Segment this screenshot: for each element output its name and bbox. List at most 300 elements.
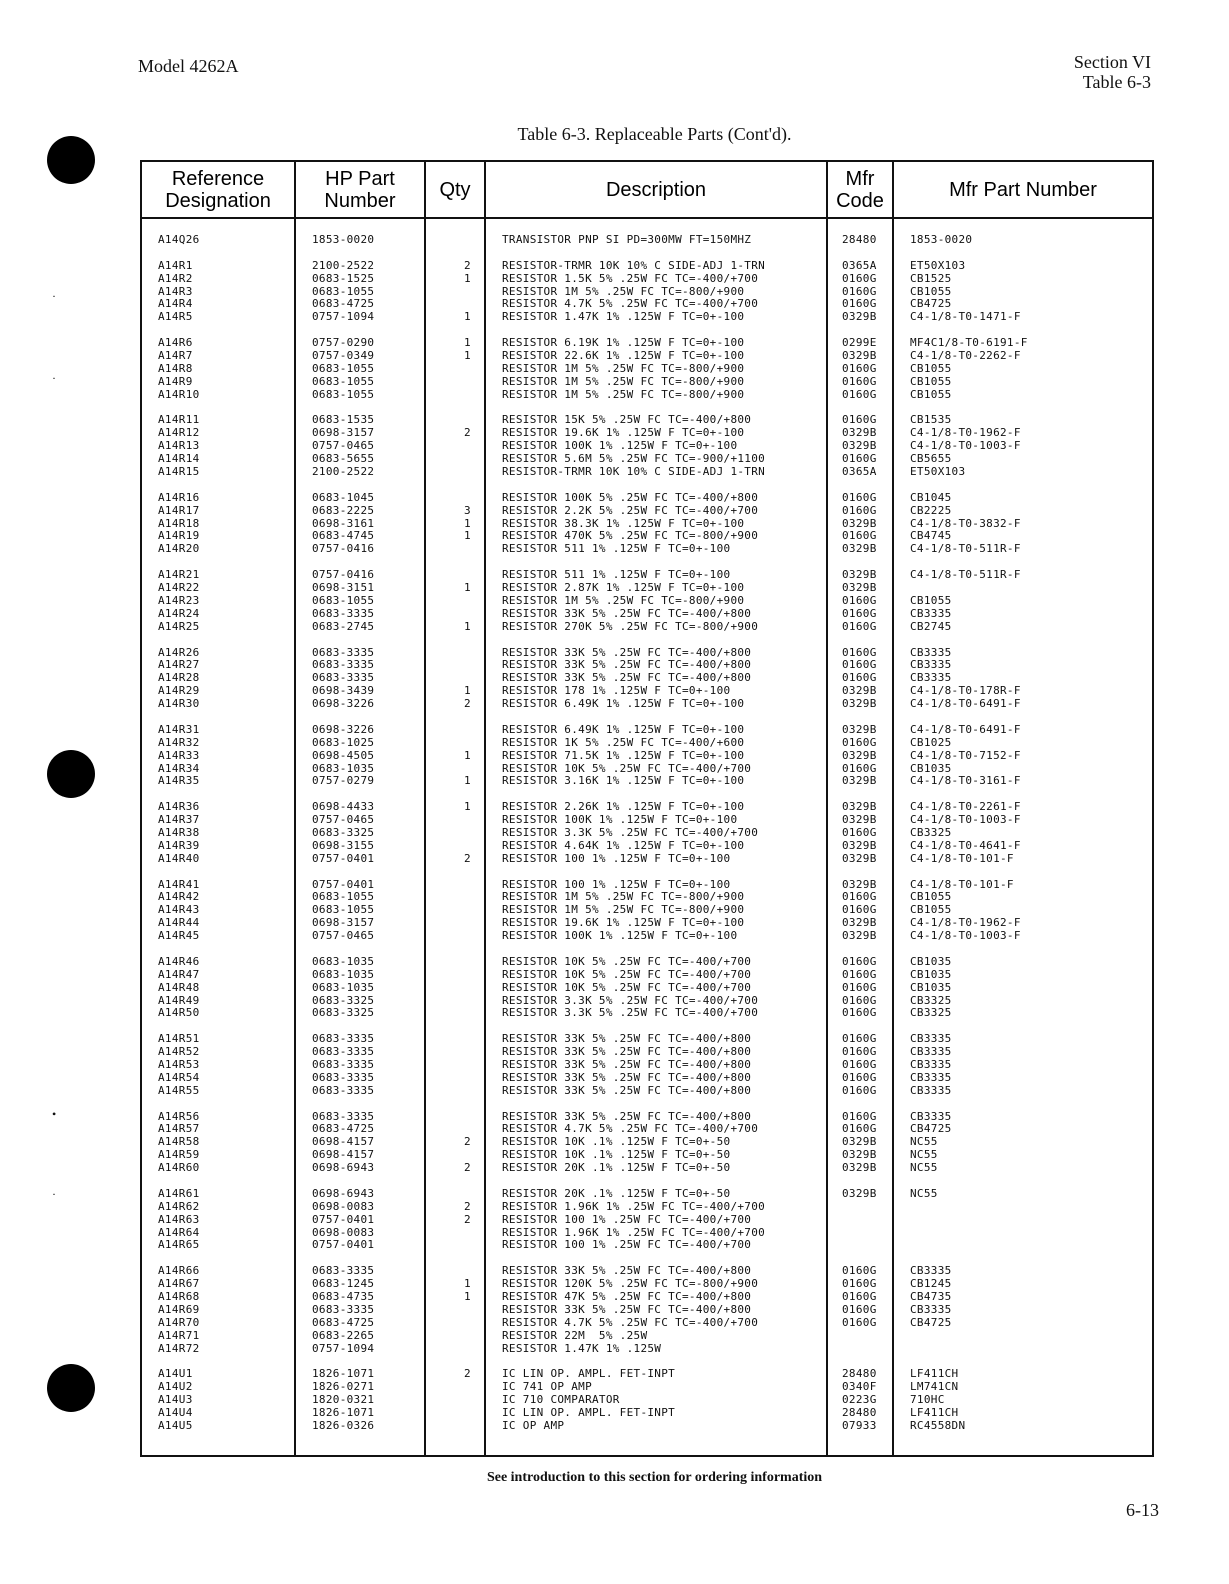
cell-description: RESISTOR 100K 1% .125W F TC=0+-100 [502, 813, 738, 827]
cell-reference: A14U2 [158, 1380, 193, 1394]
cell-hp-part: 0683-3335 [312, 1045, 375, 1059]
cell-reference: A14R56 [158, 1109, 200, 1123]
cell-reference: A14R45 [158, 929, 200, 943]
cell-hp-part: 1820-0321 [312, 1393, 375, 1407]
cell-reference: A14R49 [158, 993, 200, 1007]
cell-mfr-part: CB3335 [910, 645, 952, 659]
column-reference [158, 234, 200, 1433]
cell-description: RESISTOR 19.6K 1% .125W F TC=0+-100 [502, 426, 745, 440]
cell-mfr-code: 0329B [842, 813, 877, 827]
cell-hp-part: 0683-1055 [312, 903, 375, 917]
cell-hp-part: 0683-3335 [312, 1302, 375, 1316]
cell-qty [464, 659, 471, 672]
cell-hp-part: 0683-3335 [312, 606, 375, 620]
cell-reference: A14R22 [158, 581, 200, 595]
cell-mfr-code: 0329B [842, 581, 877, 595]
cell-reference: A14R43 [158, 903, 200, 917]
cell-qty: 1 [464, 336, 471, 350]
cell-reference: A14R29 [158, 684, 200, 698]
cell-mfr-code: 0329B [842, 877, 877, 891]
cell-mfr-code: 0160G [842, 1302, 877, 1316]
cell-qty [464, 995, 471, 1008]
cell-mfr-part: CB3335 [910, 1083, 952, 1097]
cell-description: RESISTOR 33K 5% .25W FC TC=-400/+800 [502, 1070, 752, 1084]
cell-mfr-part: C4-1/8-T0-1003-F [910, 813, 1021, 827]
cell-mfr-code: 0160G [842, 503, 877, 517]
cell-mfr-code: 0160G [842, 619, 877, 633]
cell-reference: A14R38 [158, 825, 200, 839]
cell-description: IC 741 OP AMP [502, 1380, 592, 1394]
cell-hp-part: 0683-4725 [312, 1315, 375, 1329]
cell-reference: A14R54 [158, 1070, 200, 1084]
cell-mfr-part: CB5655 [910, 452, 952, 466]
cell-mfr-code [842, 1239, 877, 1252]
cell-hp-part: 0683-1525 [312, 271, 375, 285]
cell-reference: A14R18 [158, 516, 200, 530]
cell-description: RESISTOR 10K 5% .25W FC TC=-400/+700 [502, 967, 752, 981]
cell-mfr-code: 0329B [842, 838, 877, 852]
margin-speck: · [52, 289, 56, 303]
cell-hp-part: 0683-1535 [312, 413, 375, 427]
cell-mfr-code: 0329B [842, 516, 877, 530]
cell-mfr-code: 0160G [842, 993, 877, 1007]
cell-mfr-code: 0160G [842, 1032, 877, 1046]
cell-qty [464, 453, 471, 466]
cell-reference: A14R12 [158, 426, 200, 440]
cell-qty: 1 [464, 800, 471, 814]
cell-mfr-part: CB1055 [910, 284, 952, 298]
cell-description: RESISTOR 19.6K 1% .125W F TC=0+-100 [502, 916, 745, 930]
cell-mfr-code: 0160G [842, 761, 877, 775]
cell-hp-part: 0683-2745 [312, 619, 375, 633]
cell-hp-part: 0698-3157 [312, 916, 375, 930]
cell-mfr-part: C4-1/8-T0-3832-F [910, 516, 1021, 530]
cell-description: RESISTOR 33K 5% .25W FC TC=-400/+800 [502, 1045, 752, 1059]
cell-mfr-part: CB1055 [910, 361, 952, 375]
cell-description: RESISTOR-TRMR 10K 10% C SIDE-ADJ 1-TRN [502, 465, 766, 479]
cell-description: RESISTOR 20K .1% .125W F TC=0+-50 [502, 1186, 731, 1200]
cell-reference: A14R20 [158, 542, 200, 556]
column-mfr-part [910, 234, 1028, 1433]
cell-mfr-code: 0160G [842, 387, 877, 401]
cell-qty: 1 [464, 619, 471, 633]
cell-mfr-part: C4-1/8-T0-1003-F [910, 439, 1021, 453]
header-reference-designation: Reference Designation [165, 167, 271, 212]
cell-description: RESISTOR 2.2K 5% .25W FC TC=-400/+700 [502, 503, 759, 517]
cell-description: RESISTOR 100 1% .125W F TC=0+-100 [502, 851, 731, 865]
cell-mfr-code: 0160G [842, 284, 877, 298]
cell-description: RESISTOR 178 1% .125W F TC=0+-100 [502, 684, 731, 698]
cell-mfr-code: 07933 [842, 1418, 877, 1432]
cell-hp-part: 0757-0401 [312, 877, 375, 891]
cell-reference: A14R13 [158, 439, 200, 453]
cell-mfr-part: C4-1/8-T0-1471-F [910, 310, 1021, 324]
cell-mfr-part: CB1035 [910, 967, 952, 981]
cell-mfr-part: CB3335 [910, 1302, 952, 1316]
cell-hp-part: 0683-4725 [312, 297, 375, 311]
cell-mfr-part: CB3335 [910, 671, 952, 685]
cell-mfr-code: 28480 [842, 1406, 877, 1420]
cell-qty [464, 492, 471, 505]
cell-reference: A14R1 [158, 258, 193, 272]
margin-speck: · [52, 371, 56, 385]
cell-mfr-part: CB3335 [910, 1032, 952, 1046]
cell-mfr-part: CB4745 [910, 529, 952, 543]
cell-hp-part: 0757-1094 [312, 1341, 375, 1355]
cell-description: RESISTOR 270K 5% .25W FC TC=-800/+900 [502, 619, 759, 633]
cell-mfr-code: 0329B [842, 697, 877, 711]
cell-hp-part: 0757-0401 [312, 1238, 375, 1252]
cell-mfr-code: 0329B [842, 1186, 877, 1200]
cell-mfr-part: CB1035 [910, 980, 952, 994]
cell-reference: A14U4 [158, 1406, 193, 1420]
table-caption [0, 124, 1229, 145]
cell-mfr-code: 0329B [842, 1148, 877, 1162]
cell-qty [464, 466, 471, 479]
cell-mfr-part: C4-1/8-T0-511R-F [910, 568, 1021, 582]
cell-reference: A14R6 [158, 336, 193, 350]
cell-mfr-part: ET50X103 [910, 258, 966, 272]
cell-reference: A14R52 [158, 1045, 200, 1059]
cell-hp-part: 0698-4157 [312, 1148, 375, 1162]
cell-qty: 2 [464, 1367, 471, 1381]
cell-hp-part: 0683-3335 [312, 645, 375, 659]
cell-mfr-part: 710HC [910, 1393, 945, 1407]
cell-mfr-part [910, 1201, 1028, 1214]
cell-qty: 1 [464, 684, 471, 698]
header-mfr-part-number: Mfr Part Number [949, 178, 1097, 201]
column-hp-part [312, 234, 374, 1433]
cell-hp-part: 0683-2225 [312, 503, 375, 517]
cell-description: RESISTOR 4.7K 5% .25W FC TC=-400/+700 [502, 1315, 759, 1329]
cell-hp-part: 1853-0020 [312, 233, 375, 246]
cell-mfr-part: C4-1/8-T0-511R-F [910, 542, 1021, 556]
cell-mfr-code: 0329B [842, 748, 877, 762]
cell-reference: A14R71 [158, 1328, 200, 1342]
cell-qty [464, 1239, 471, 1252]
cell-mfr-code: 0160G [842, 1070, 877, 1084]
cell-hp-part: 0683-1025 [312, 735, 375, 749]
cell-description: RESISTOR 10K 5% .25W FC TC=-400/+700 [502, 761, 752, 775]
cell-hp-part: 0683-1055 [312, 374, 375, 388]
cell-reference: A14R57 [158, 1122, 200, 1136]
cell-hp-part: 0698-3439 [312, 684, 375, 698]
cell-mfr-code: 0329B [842, 774, 877, 788]
cell-qty [464, 1188, 471, 1201]
cell-description: RESISTOR 20K .1% .125W F TC=0+-50 [502, 1161, 731, 1175]
cell-qty [464, 286, 471, 299]
cell-mfr-part: CB4725 [910, 1122, 952, 1136]
cell-mfr-part: CB1045 [910, 490, 952, 504]
cell-reference: A14R2 [158, 271, 193, 285]
cell-hp-part: 0683-1055 [312, 284, 375, 298]
cell-qty [464, 1407, 471, 1420]
cell-qty [464, 1085, 471, 1098]
cell-description: RESISTOR 6.49K 1% .125W F TC=0+-100 [502, 722, 745, 736]
cell-mfr-code: 0329B [842, 1161, 877, 1175]
cell-reference: A14R34 [158, 761, 200, 775]
cell-description: RESISTOR 6.49K 1% .125W F TC=0+-100 [502, 697, 745, 711]
cell-mfr-part: NC55 [910, 1161, 938, 1175]
cell-hp-part: 0757-0401 [312, 851, 375, 865]
cell-reference: A14R35 [158, 774, 200, 788]
cell-hp-part: 0757-0465 [312, 813, 375, 827]
margin-speck: • [52, 1107, 57, 1121]
cell-mfr-part: C4-1/8-T0-3161-F [910, 774, 1021, 788]
cell-reference: A14R32 [158, 735, 200, 749]
cell-mfr-code: 0329B [842, 426, 877, 440]
column-qty [464, 234, 471, 1433]
cell-mfr-code: 0329B [842, 439, 877, 453]
cell-mfr-part: CB3335 [910, 1045, 952, 1059]
cell-mfr-code: 0223G [842, 1393, 877, 1407]
cell-hp-part: 0698-3151 [312, 581, 375, 595]
cell-description: RESISTOR 10K 5% .25W FC TC=-400/+700 [502, 954, 752, 968]
header-mfr-code: Mfr Code [836, 167, 884, 212]
cell-reference: A14R62 [158, 1199, 200, 1213]
cell-mfr-part: CB3325 [910, 993, 952, 1007]
cell-mfr-part: CB4735 [910, 1290, 952, 1304]
cell-hp-part: 0683-3335 [312, 658, 375, 672]
binder-hole-top [47, 136, 95, 184]
cell-qty [464, 1343, 471, 1356]
cell-mfr-code: 0329B [842, 851, 877, 865]
cell-mfr-code [842, 1214, 877, 1227]
cell-mfr-code: 0160G [842, 1006, 877, 1020]
cell-qty [464, 440, 471, 453]
cell-description: TRANSISTOR PNP SI PD=300MW FT=150MHZ [502, 233, 752, 246]
cell-reference: A14R51 [158, 1032, 200, 1046]
cell-description: RESISTOR 33K 5% .25W FC TC=-400/+800 [502, 1109, 752, 1123]
cell-mfr-code: 0329B [842, 349, 877, 363]
cell-hp-part: 0757-0279 [312, 774, 375, 788]
cell-description: RESISTOR 4.7K 5% .25W FC TC=-400/+700 [502, 1122, 759, 1136]
cell-qty: 3 [464, 503, 471, 517]
cell-mfr-code: 0365A [842, 465, 877, 479]
cell-qty [464, 1072, 471, 1085]
cell-mfr-code: 0329B [842, 310, 877, 324]
cell-hp-part: 0698-0083 [312, 1199, 375, 1213]
cell-description: RESISTOR 100K 5% .25W FC TC=-400/+800 [502, 490, 759, 504]
cell-hp-part: 0757-0416 [312, 542, 375, 556]
cell-description: RESISTOR 6.19K 1% .125W F TC=0+-100 [502, 336, 745, 350]
cell-reference: A14R15 [158, 465, 200, 479]
cell-mfr-part: CB1055 [910, 903, 952, 917]
cell-mfr-part: C4-1/8-T0-7152-F [910, 748, 1021, 762]
cell-hp-part: 0683-3335 [312, 1264, 375, 1278]
cell-mfr-part: LM741CN [910, 1380, 959, 1394]
cell-mfr-code: 0329B [842, 1135, 877, 1149]
cell-mfr-code: 0160G [842, 954, 877, 968]
cell-hp-part: 1826-1071 [312, 1406, 375, 1420]
cell-mfr-code [842, 1343, 877, 1356]
cell-qty [464, 608, 471, 621]
cell-mfr-part: NC55 [910, 1148, 938, 1162]
cell-description: RESISTOR 4.64K 1% .125W F TC=0+-100 [502, 838, 745, 852]
cell-reference: A14R68 [158, 1290, 200, 1304]
cell-mfr-part: C4-1/8-T0-101-F [910, 877, 1014, 891]
cell-qty: 1 [464, 1277, 471, 1291]
page-number: 6-13 [1126, 1500, 1159, 1520]
cell-reference: A14R28 [158, 671, 200, 685]
cell-mfr-code: 28480 [842, 1367, 877, 1381]
cell-description: RESISTOR 10K 5% .25W FC TC=-400/+700 [502, 980, 752, 994]
cell-reference: A14R14 [158, 452, 200, 466]
cell-description: RESISTOR 38.3K 1% .125W F TC=0+-100 [502, 516, 745, 530]
cell-reference: A14U5 [158, 1418, 193, 1432]
cell-description: RESISTOR 15K 5% .25W FC TC=-400/+800 [502, 413, 752, 427]
cell-mfr-part: CB1025 [910, 735, 952, 749]
cell-qty [464, 956, 471, 969]
cell-mfr-code: 0160G [842, 606, 877, 620]
cell-qty: 2 [464, 258, 471, 272]
cell-mfr-part: C4-1/8-T0-2261-F [910, 800, 1021, 814]
cell-mfr-code: 0160G [842, 374, 877, 388]
cell-mfr-code: 0160G [842, 645, 877, 659]
cell-reference: A14R26 [158, 645, 200, 659]
cell-mfr-code: 0299E [842, 336, 877, 350]
cell-description: RESISTOR 3.3K 5% .25W FC TC=-400/+700 [502, 993, 759, 1007]
cell-qty: 2 [464, 697, 471, 711]
cell-description: RESISTOR 10K .1% .125W F TC=0+-50 [502, 1135, 731, 1149]
cell-reference: A14R69 [158, 1302, 200, 1316]
cell-mfr-part: CB3325 [910, 825, 952, 839]
cell-mfr-part: CB1525 [910, 271, 952, 285]
cell-description: RESISTOR 100 1% .25W FC TC=-400/+700 [502, 1238, 752, 1252]
binder-hole-bottom [47, 1364, 95, 1412]
cell-mfr-code [842, 1201, 877, 1214]
cell-description: RESISTOR 4.7K 5% .25W FC TC=-400/+700 [502, 297, 759, 311]
cell-qty [464, 1059, 471, 1072]
cell-mfr-part: C4-1/8-T0-2262-F [910, 349, 1021, 363]
cell-description: RESISTOR 22.6K 1% .125W F TC=0+-100 [502, 349, 745, 363]
cell-hp-part: 0757-0465 [312, 929, 375, 943]
cell-qty: 1 [464, 581, 471, 595]
cell-mfr-part: MF4C1/8-T0-6191-F [910, 336, 1028, 350]
cell-hp-part: 0698-6943 [312, 1186, 375, 1200]
cell-reference: A14R65 [158, 1238, 200, 1252]
cell-qty: 1 [464, 349, 471, 363]
cell-reference: A14R24 [158, 606, 200, 620]
cell-qty [464, 1033, 471, 1046]
cell-mfr-code: 0160G [842, 452, 877, 466]
cell-hp-part: 0757-0401 [312, 1212, 375, 1226]
cell-mfr-code: 0160G [842, 980, 877, 994]
cell-mfr-part: CB2225 [910, 503, 952, 517]
cell-qty [464, 376, 471, 389]
cell-hp-part: 0698-0083 [312, 1225, 375, 1239]
cell-mfr-part [910, 1343, 1028, 1356]
cell-description: IC LIN OP. AMPL. FET-INPT [502, 1367, 676, 1381]
cell-reference: A14R10 [158, 387, 200, 401]
cell-hp-part: 0698-4157 [312, 1135, 375, 1149]
cell-mfr-code: 28480 [842, 233, 877, 246]
cell-hp-part: 2100-2522 [312, 465, 375, 479]
cell-hp-part: 0683-3325 [312, 1006, 375, 1020]
cell-qty: 1 [464, 310, 471, 324]
cell-hp-part: 0683-1055 [312, 593, 375, 607]
cell-reference: A14U1 [158, 1367, 193, 1381]
cell-mfr-code: 0160G [842, 671, 877, 685]
cell-reference: A14R39 [158, 838, 200, 852]
cell-qty [464, 930, 471, 943]
cell-hp-part: 0698-3226 [312, 722, 375, 736]
cell-hp-part: 0683-1035 [312, 967, 375, 981]
cell-hp-part: 0683-1035 [312, 954, 375, 968]
cell-reference: A14R17 [158, 503, 200, 517]
cell-hp-part: 0683-3335 [312, 1070, 375, 1084]
cell-mfr-code: 0340F [842, 1380, 877, 1394]
cell-description: IC LIN OP. AMPL. FET-INPT [502, 1406, 676, 1420]
cell-mfr-part: 1853-0020 [910, 233, 973, 246]
parts-table [140, 160, 1154, 1457]
cell-mfr-code: 0329B [842, 684, 877, 698]
cell-mfr-part: CB3325 [910, 1006, 952, 1020]
cell-mfr-part: CB1535 [910, 413, 952, 427]
cell-qty: 1 [464, 1290, 471, 1304]
cell-description: RESISTOR 100K 1% .125W F TC=0+-100 [502, 929, 738, 943]
header-qty: Qty [439, 178, 471, 201]
cell-mfr-part: CB3335 [910, 1109, 952, 1123]
cell-reference: A14R47 [158, 967, 200, 981]
cell-hp-part: 0683-3325 [312, 825, 375, 839]
cell-reference: A14R67 [158, 1277, 200, 1291]
cell-hp-part: 0683-4735 [312, 1290, 375, 1304]
cell-description: RESISTOR 1M 5% .25W FC TC=-800/+900 [502, 374, 745, 388]
cell-hp-part: 0683-3335 [312, 1058, 375, 1071]
cell-qty: 2 [464, 1199, 471, 1213]
cell-mfr-part [910, 1227, 1028, 1240]
cell-hp-part: 0683-1055 [312, 387, 375, 401]
cell-description: RESISTOR 33K 5% .25W FC TC=-400/+800 [502, 1302, 752, 1316]
cell-reference: A14R44 [158, 916, 200, 930]
cell-description: RESISTOR 1.47K 1% .125W [502, 1341, 662, 1355]
cell-reference: A14R27 [158, 658, 200, 672]
cell-description: RESISTOR 22M 5% .25W [502, 1328, 648, 1342]
cell-hp-part: 2100-2522 [312, 258, 375, 272]
cell-mfr-part: NC55 [910, 1186, 938, 1200]
cell-mfr-part: CB1055 [910, 374, 952, 388]
cell-qty [464, 1007, 471, 1020]
cell-qty [464, 389, 471, 402]
cell-mfr-part: C4-1/8-T0-1962-F [910, 426, 1021, 440]
cell-description: RESISTOR 1K 5% .25W FC TC=-400/+600 [502, 735, 745, 749]
cell-qty: 1 [464, 529, 471, 543]
cell-mfr-code [842, 1330, 877, 1343]
cell-reference: A14R23 [158, 593, 200, 607]
page-header-model: Model 4262A [138, 56, 239, 76]
cell-mfr-code: 0329B [842, 568, 877, 582]
cell-description: RESISTOR 71.5K 1% .125W F TC=0+-100 [502, 748, 745, 762]
cell-qty [464, 879, 471, 892]
cell-qty [464, 724, 471, 737]
cell-reference: A14Q26 [158, 233, 200, 246]
cell-mfr-part: C4-1/8-T0-6491-F [910, 697, 1021, 711]
cell-mfr-part: ET50X103 [910, 465, 966, 479]
cell-hp-part: 0683-2265 [312, 1328, 375, 1342]
margin-speck: · [52, 1187, 56, 1201]
cell-reference: A14R5 [158, 310, 193, 324]
cell-qty [464, 1394, 471, 1407]
cell-reference: A14R61 [158, 1186, 200, 1200]
cell-mfr-part [910, 1330, 1028, 1343]
cell-mfr-code: 0160G [842, 658, 877, 672]
cell-mfr-part: CB2745 [910, 619, 952, 633]
cell-mfr-code: 0365A [842, 258, 877, 272]
cell-reference: A14R36 [158, 800, 200, 814]
cell-description: RESISTOR 33K 5% .25W FC TC=-400/+800 [502, 671, 752, 685]
cell-description: RESISTOR 1M 5% .25W FC TC=-800/+900 [502, 284, 745, 298]
